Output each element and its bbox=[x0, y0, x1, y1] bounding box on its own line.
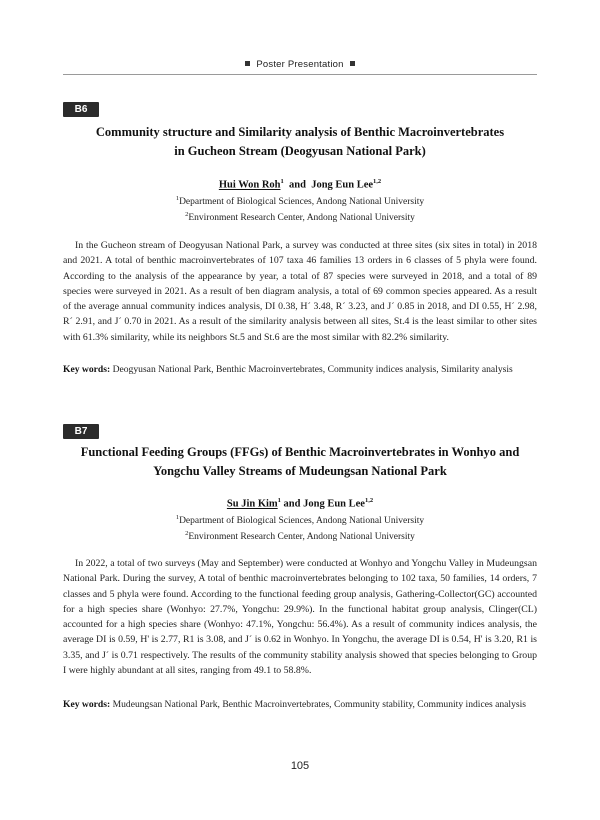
affiliation-sup: 2 bbox=[185, 210, 189, 218]
affiliation: Environment Research Center, Andong National University bbox=[188, 531, 415, 542]
header-divider bbox=[63, 74, 537, 75]
author-sup: 1,2 bbox=[373, 178, 382, 185]
affiliation: Department of Biological Sciences, Andong National University bbox=[179, 197, 425, 208]
affiliations-b6 bbox=[63, 193, 537, 224]
author-name: Jong Eun Lee bbox=[311, 179, 374, 191]
affiliation: Department of Biological Sciences, Andong National University bbox=[179, 516, 425, 527]
author-sup: 1 bbox=[280, 178, 284, 185]
author-name: Jong Eun Lee bbox=[303, 498, 365, 510]
article-tag-b7: B7 bbox=[63, 424, 99, 439]
page-number: 105 bbox=[290, 760, 310, 772]
title-line: Functional Feeding Groups (FFGs) of Benthic Macroinvertebrates in Wonhyo and bbox=[80, 445, 520, 459]
author-list-b6 bbox=[63, 178, 537, 191]
author-list-b7 bbox=[63, 497, 537, 510]
article-title-b6 bbox=[63, 123, 537, 161]
square-bullet-icon bbox=[350, 61, 355, 66]
abstract-b7: In 2022, a total of two surveys (May and September) were conducted at Wonhyo and Yongchu Valley in Mudeungsan National Park. During the survey, A total of benthic macroinvertebrates belonging to 102 taxa, 50 families, 14 orders, 7 classes and 5 phyla were found. According to the functional feeding group analysis, Gathering-Collector(GC) accounted for a high species share (Wonhyo: 27.7%, Yongchu: 29.9%). In the functional habitat group analysis, Clinger(CL) accounted for a high species share (Wonhyo: 47.1%, Yongchu: 56.4%). As a result of community indices analysis, the average DI is 0.59, H' is 2.77, R1 is 3.08, and J´ is 0.62 in Wonhyo. In Yongchu, the average DI is 0.54, H' is 3.20, R1 is 3.35, and J´ is 0.71 respectively. The results of the community stability analysis showed that species belonging to Group I were highly abundant at all sites, ranging from 49.1 to 58.8%. bbox=[63, 558, 537, 677]
section-header bbox=[0, 59, 600, 70]
article-title-b7 bbox=[63, 443, 537, 481]
affiliation: Environment Research Center, Andong National University bbox=[188, 212, 415, 223]
title-line: Yongchu Valley Streams of Mudeungsan National Park bbox=[153, 464, 447, 478]
title-line: in Gucheon Stream (Deogyusan National Park) bbox=[174, 144, 426, 158]
affiliations-b7 bbox=[63, 512, 537, 543]
affiliation-sup: 2 bbox=[185, 529, 189, 537]
abstract-b6: In the Gucheon stream of Deogyusan National Park, a survey was conducted at three sites (six sites in total) in 2018 and 2021. A total of benthic macroinvertebrates of 107 taxa 46 families 13 orders in 6 classes of 5 phyla were found. According to the analysis of the appearance by year, a total of 87 species were surveyed in 2018, and a total of 89 species were surveyed in 2021. As a result of ben diagram analysis, a total of 69 common species appeared. As a result of the average annual community indices analysis, DI 0.38, H´ 3.48, R´ 3.23, and J´ 0.85 in 2018, and DI 0.55, H´ 2.98, R´ 2.91, and J´ 0.70 in 2021. As a result of the similarity analysis between all sites, St.4 is the least similar to other sites with 61.3% similarity, while its neighbors St.5 and St.6 are the most similar with 82.2% similarity. bbox=[63, 240, 537, 343]
affiliation-sup: 1 bbox=[175, 514, 180, 521]
article-tag-b6: B6 bbox=[63, 102, 99, 117]
keywords-label: Key words: bbox=[63, 699, 111, 710]
keywords-b6 bbox=[63, 362, 537, 377]
keywords-label: Key words: bbox=[63, 364, 111, 375]
keywords-text: Deogyusan National Park, Benthic Macroinvertebrates, Community indices analysis, Similarity analysis bbox=[112, 364, 513, 375]
author-name: Hui Won Roh bbox=[218, 179, 281, 191]
section-header-label: Poster Presentation bbox=[256, 59, 344, 70]
square-bullet-icon bbox=[245, 61, 250, 66]
keywords-b7 bbox=[63, 697, 537, 712]
author-name: Su Jin Kim bbox=[226, 498, 278, 510]
author-conjunction: and bbox=[283, 498, 301, 510]
author-sup: 1 bbox=[277, 497, 281, 504]
author-conjunction: and bbox=[289, 179, 306, 191]
title-line: Community structure and Similarity analysis of Benthic Macroinvertebrates bbox=[95, 125, 505, 139]
keywords-text: Mudeungsan National Park, Benthic Macroinvertebrates, Community stability, Community indices analysis bbox=[112, 699, 527, 710]
affiliation-sup: 1 bbox=[175, 195, 180, 202]
author-sup: 1,2 bbox=[364, 497, 374, 504]
